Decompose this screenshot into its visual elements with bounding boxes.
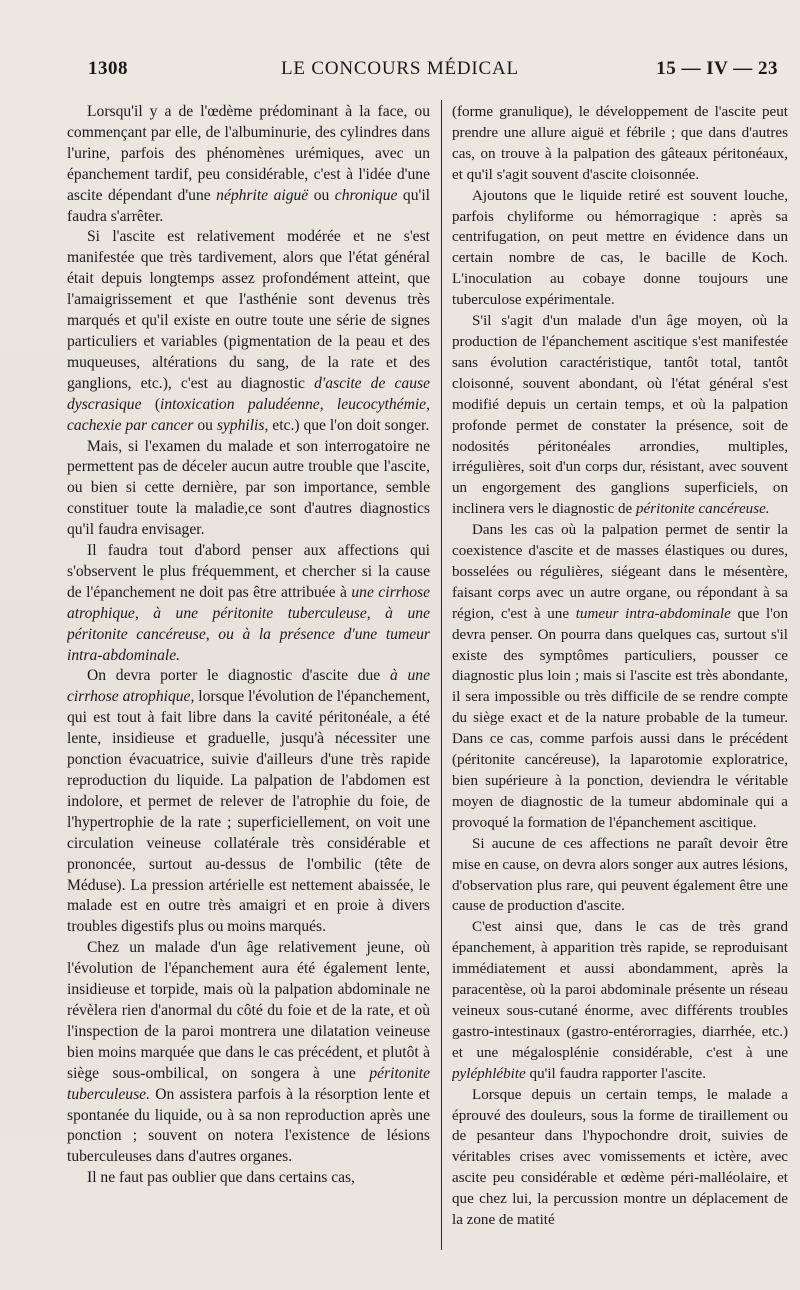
paragraph: Dans les cas où la palpation permet de sentir la coexistence d'ascite et de masses élastiques ou dures, bosselées ou régulières, siégeant dans le mésentère, faisant corps avec un autre organe, ou répondant à sa région, c'est à une tumeur intra-abdominale que l'on devra penser. On pourra dans quelques cas, surtout s'il existe des symptômes particuliers, pousser ce diagnostic plus loin ; mais si l'ascite est très abondante, il sera impossible ou très difficile de se rendre compte du siège exact et de la nature probable de la tumeur. Dans ce cas, comme parfois aussi dans le précédent (péritonite cancéreuse), la laparotomie exploratrice, bien supérieure à la ponction, deviendra le véritable moyen de diagnostic de la tumeur abdominale qui a provoqué la formation de l'épanchement ascitique. [452, 522, 788, 831]
right-column [452, 102, 788, 1252]
paragraph: C'est ainsi que, dans le cas de très grand épanchement, à apparition très rapide, se reproduisant immédiatement et aussi abondamment, après la paracentèse, où la paroi abdominale présente un réseau veineux sous-cutané énorme, avec différents troubles gastro-intestinaux (gastro-entérorragies, diarrhée, etc.) et une mégalosplénie considérable, c'est à une pyléphlébite qu'il faudra rapporter l'ascite. [452, 919, 788, 1082]
paragraph: (forme granulique), le développement de l'ascite peut prendre une allure aiguë et fébrile ; que dans d'autres cas, on trouve à la palpation des gâteaux péritonéaux, et qu'il s'agit souvent d'ascite cloisonnée. [452, 104, 788, 183]
paragraph: On devra porter le diagnostic d'ascite due à une cirrhose atrophique, lorsque l'évolution de l'épanchement, qui est tout à fait libre dans la cavité péritonéale, a été lente, insidieuse et graduelle, jusqu'à nécessiter une ponction évacuatrice, suivie d'ailleurs d'une très rapide reproduction du liquide. La palpation de l'abdomen est indolore, et permet de relever de l'atrophie du foie, de l'hypertrophie de la rate ; superficiellement, on voit une circulation veineuse collatérale très considérable et prononcée, surtout au-dessus de l'ombilic (tête de Méduse). La pression artérielle est nettement abaissée, le malade est en outre très amaigri et en proie à divers troubles digestifs plus ou moins marqués. [67, 667, 430, 936]
paragraph: Si l'ascite est relativement modérée et ne s'est manifestée que très tardivement, alors que l'état général était depuis longtemps assez profondément atteint, que l'amaigrissement et que l'asthénie sont devenus très marqués et qu'il existe en outre toute une série de signes particuliers et variables (pigmentation de la peau et des muqueuses, altérations du sang, de la rate et des ganglions, etc.), c'est au diagnostic d'ascite de cause dyscrasique (intoxication paludéenne, leucocythémie, cachexie par cancer ou syphilis, etc.) que l'on doit songer. [67, 228, 430, 434]
paragraph: Chez un malade d'un âge relativement jeune, où l'évolution de l'épanchement aura été également lente, insidieuse et torpide, mais où la palpation abdominale ne révèlera rien d'anormal du côté du foie et de la rate, et où l'inspection de la paroi montrera une dilatation veineuse bien moins marquée que dans le cas précédent, et plutôt à siège sous-ombilical, on songera à une péritonite tuberculeuse. On assistera parfois à la résorption lente et spontanée du liquide, ou à sa non reproduction après une ponction ; souvent on notera l'existence de lésions tuberculeuses dans d'autres organes. [67, 939, 430, 1166]
page-number: 1308 [88, 58, 128, 79]
paragraph: Si aucune de ces affections ne paraît devoir être mise en cause, on devra alors songer aux autres lésions, d'observation plus rare, qui peuvent également être une cause de production d'ascite. [452, 835, 788, 915]
paragraph: Lorsqu'il y a de l'œdème prédominant à la face, ou commençant par elle, de l'albuminurie, des cylindres dans l'urine, parfois des phénomènes urémiques, avec un épanchement tardif, peu considérable, c'est à l'idée d'une ascite dépendant d'une néphrite aiguë ou chronique qu'il faudra s'arrêter. [67, 103, 430, 225]
paragraph: Mais, si l'examen du malade et son interrogatoire ne permettent pas de déceler aucun autre trouble que l'ascite, ou bien si cette dernière, par son importance, semble constituer toute la maladie,ce sont d'autres diagnostics qu'il faudra envisager. [67, 437, 430, 539]
journal-title: LE CONCOURS MÉDICAL [281, 58, 519, 79]
paragraph: S'il s'agit d'un malade d'un âge moyen, où la production de l'épanchement ascitique s'est manifestée sans évolution caractéristique, tantôt total, tantôt cloisonné, souvent abondant, où l'état général s'est modifié depuis un certain temps, et où la palpation profonde permet de constater la présence, soit de nodosités péritonéales arrondies, multiples, irrégulières, soit d'un corps dur, résistant, avec souvent un engorgement des ganglions superficiels, on inclinera vers le diagnostic de péritonite cancéreuse. [452, 313, 788, 518]
left-column [67, 102, 430, 1252]
column-divider [441, 100, 442, 1250]
page-header [0, 56, 800, 86]
paragraph: Lorsque depuis un certain temps, le malade a éprouvé des douleurs, sous la forme de tiraillement ou de pesanteur dans l'hypochondre droit, suivies de véritables crises avec vomissements et ictère, avec ascite peu considérable et œdème péri-malléolaire, et que chez lui, la percussion montre un déplacement de la zone de matité [452, 1086, 788, 1229]
paragraph: Ajoutons que le liquide retiré est souvent louche, parfois chyliforme ou hémorragique : après sa centrifugation, on peut mettre en évidence dans un certain nombre de cas, le bacille de Koch. L'inoculation au cobaye donne toujours une tuberculose expérimentale. [452, 187, 788, 309]
issue-date: 15 — IV — 23 [656, 58, 778, 79]
paragraph: Il faudra tout d'abord penser aux affections qui s'observent le plus fréquemment, et chercher si la cause de l'épanchement ne doit pas être attribuée à une cirrhose atrophique, à une péritonite tuberculeuse, à une péritonite cancéreuse, ou à la présence d'une tumeur intra-abdominale. [67, 542, 430, 664]
paragraph: Il ne faut pas oublier que dans certains cas, [87, 1169, 356, 1187]
